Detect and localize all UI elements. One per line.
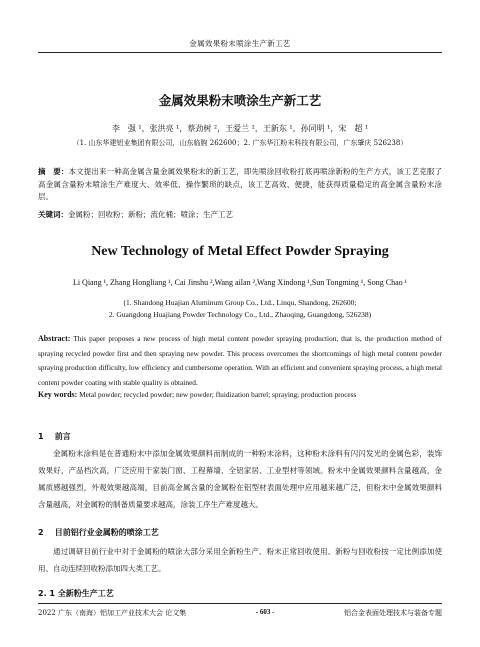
page-number: - 603 - — [255, 608, 275, 616]
chinese-affiliation: （1. 山东华建铝业集团有限公司，山东临朐 262600；2. 广东华江粉末科技有限公司，广东肇庆 526238） — [72, 139, 408, 147]
english-affiliation-2: 2. Guangdong Huajiang Powder Technology Co., Ltd., Zhaoqing, Guangdong, 526238) — [108, 310, 372, 319]
section-title: 前言 — [54, 432, 71, 441]
section-heading-1 — [38, 431, 71, 442]
chinese-keywords-label: 关键词： — [38, 210, 68, 219]
chinese-keywords-text: 金属粉；回收粉；新粉；流化桶；喷涂；生产工艺 — [68, 210, 233, 219]
running-header: 金属效果粉末喷涂生产新工艺 — [189, 39, 291, 48]
english-keywords-label: Key words: — [38, 390, 78, 399]
english-authors: Li Qiang ¹, Zhang Hongliang ¹, Cai Jinshu ²,Wang ailan ²,Wang Xindong ¹,Sun Tongming ¹, Song Chao ¹ — [72, 278, 408, 287]
english-abstract-text: This paper proposes a new process of high metal content powder spraying production, that is, the production method of spraying recycled powder first and then spraying new powder. This process overcomes the shortcomings of high metal content powder spraying production difficulty, low efficiency and cumbersome operation. With an efficient and convenient spraying process, a high metal content powder coating with stable quality is obtained. — [38, 334, 442, 387]
chinese-keywords — [38, 209, 442, 222]
section-2-body: 通过调研目前行业中对于金属粉的喷涂大部分采用全新粉生产、粉末正常回收使用、新粉与回收粉按一定比例添加使用、自动连续回收粉添加四大类工艺。 — [38, 547, 442, 573]
page-footer — [38, 608, 442, 618]
footer-proceedings: 2022 广东（南海）铝加工产业技术大会 论文集 — [38, 609, 187, 617]
english-abstract — [38, 332, 442, 390]
chinese-abstract-label: 摘 要： — [38, 167, 69, 176]
footer-topic: 铝合金表面处理技术与装备专题 — [344, 609, 442, 617]
section-title: 目前铝行业金属粉的喷涂工艺 — [54, 528, 159, 537]
section-number: 1 — [38, 432, 44, 441]
english-affiliation-1: (1. Shandong Huajian Aluminum Group Co., Ltd., Linqu, Shandong, 262600; — [123, 298, 357, 307]
chinese-title: 金属效果粉末喷涂生产新工艺 — [158, 93, 322, 108]
english-keywords-text: Metal powder; recycled powder; new powder; fluidization barrel; spraying; production process — [79, 390, 357, 399]
subsection-heading-2-1 — [38, 588, 114, 599]
chinese-authors: 李 强 ¹，张洪亮 ¹，蔡劲树 ²，王爱兰 ²，王新东 ¹，孙同明 ¹，宋 超 ¹ — [111, 124, 369, 133]
chinese-abstract-text: 本文提出来一种高金属含量金属效果粉末的新工艺，即先喷涂回收粉打底再喷涂新粉的生产方式，该工艺克服了高金属含量粉末喷涂生产难度大、效率低、操作繁琐的缺点，该工艺高效、便捷，能获得质量稳定的高金属含量粉末涂层。 — [38, 167, 442, 201]
header-rule — [38, 52, 442, 53]
section-1-body: 金属粉末涂料是在普通粉末中添加金属效果颜料而制成的一种粉末涂料，这种粉末涂料有闪闪发光的金属色彩，装饰效果好，产品档次高，广泛应用于家装门窗、工程幕墙、全铝家居、工业型材等领域。粉末中金属效果颜料含量越高，金属质感越强烈，外观效果越高端，目前高金属含量的金属粉在铝型材表面处理中应用越来越广泛，但粉末中金属效果颜料含量越高，对金属粉的制备质量要求越高，涂装工序生产难度越大。 — [38, 449, 442, 509]
english-keywords — [38, 389, 442, 402]
english-title: New Technology of Metal Effect Powder Spraying — [91, 244, 389, 259]
section-heading-2 — [38, 527, 159, 538]
section-number: 2 — [38, 528, 44, 537]
section-title: 全新粉生产工艺 — [57, 589, 114, 598]
chinese-abstract — [38, 166, 442, 204]
english-abstract-label: Abstract: — [38, 334, 71, 343]
section-number: 2. 1 — [38, 589, 55, 598]
footer-rule — [38, 603, 442, 604]
